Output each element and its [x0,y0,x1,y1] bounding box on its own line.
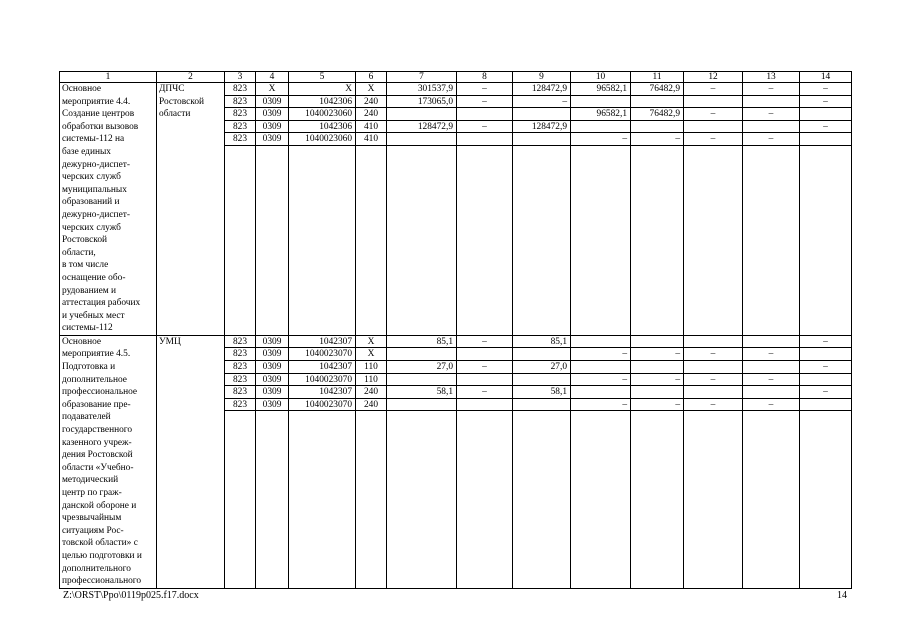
table-cell [743,336,799,349]
value-column [387,335,457,588]
description-line: и учебных мест [62,310,125,321]
table-cell [513,348,570,361]
table-cell: – [684,83,742,96]
table-cell: – [457,386,512,399]
executor [157,335,225,588]
description-line: товской области» с [62,538,138,549]
table-cell [800,108,851,121]
column-header: 11 [631,72,684,83]
table-cell: 1042307 [289,336,355,349]
table-cell [571,386,630,399]
table-cell [631,121,683,134]
table-cell: 85,1 [513,336,570,349]
value-column [571,335,631,588]
description-line: оснащение обо- [62,272,126,283]
description-line: Подготовка и [62,362,116,373]
table-cell [457,399,512,412]
description-line: данской обороне и [62,500,137,511]
table-cell: 0309 [256,361,288,374]
column-header: 8 [457,72,513,83]
value-column [356,83,387,336]
table-cell: 1042306 [289,96,355,109]
table-cell [743,121,799,134]
table-cell: 0309 [256,348,288,361]
table-cell: – [457,121,512,134]
table-cell: – [631,133,683,146]
table-cell [457,348,512,361]
description-line: дополнительное [62,374,127,385]
table-cell [684,336,742,349]
table-cell: – [631,348,683,361]
table-cell: 0309 [256,386,288,399]
table-cell: – [743,108,799,121]
description-line: ситуациям Рос- [62,525,124,536]
description-line: профессионального [62,576,142,587]
table-cell [743,361,799,374]
table-cell [387,108,456,121]
table-cell: 823 [225,83,255,96]
table-cell: 0309 [256,121,288,134]
table-cell: – [571,399,630,412]
table-cell: 0309 [256,399,288,412]
table-cell: – [800,361,851,374]
table-cell: 58,1 [387,386,456,399]
table-cell: 110 [356,361,386,374]
description-line: черских служб [62,222,121,233]
value-column [800,335,852,588]
table-cell: 128472,9 [513,121,570,134]
table-cell: 410 [356,121,386,134]
description-line: обработки вызовов [62,121,139,132]
table-cell [684,386,742,399]
table-cell: 301537,9 [387,83,456,96]
column-header: 9 [513,72,571,83]
table-cell: Х [356,83,386,96]
table-cell: – [743,133,799,146]
table-cell: – [457,83,512,96]
table-cell: 128472,9 [387,121,456,134]
description-line: муниципальных [62,184,127,195]
table-cell: Х [289,83,355,96]
description-line: мероприятие 4.5. [62,349,131,360]
description-line: Создание центров [62,109,135,120]
table-cell: 0309 [256,96,288,109]
table-cell: 823 [225,348,255,361]
table-cell: 823 [225,121,255,134]
table-cell [387,348,456,361]
table-cell: – [800,83,851,96]
description-line: подавателей [62,412,111,423]
column-header: 3 [225,72,256,83]
table-cell: – [631,399,683,412]
table-cell [571,96,630,109]
table-cell: Х [356,336,386,349]
description-line: аттестация рабочих [62,298,141,309]
table-cell [800,374,851,387]
description-line: системы-112 на [62,134,125,145]
page-number: 14 [837,590,847,601]
table-cell: 1040023070 [289,374,355,387]
value-column [513,335,571,588]
table-cell: – [684,399,742,412]
value-column [743,83,800,336]
activity-description [60,335,157,588]
table-cell: – [800,96,851,109]
column-header: 1 [60,72,157,83]
value-column [256,335,289,588]
value-column [387,83,457,336]
table-cell [743,96,799,109]
description-line: образований и [62,197,120,208]
table-cell: 0309 [256,133,288,146]
column-header: 2 [157,72,225,83]
description-line: Основное [62,84,102,94]
description-line: в том числе [62,260,109,271]
executor-line: ДПЧС [159,84,185,94]
description-line: методический [62,475,119,486]
table-cell: 823 [225,336,255,349]
table-cell [631,96,683,109]
table-cell: – [457,361,512,374]
description-line: системы-112 [62,323,113,334]
description-line: черских служб [62,172,121,183]
table-cell: – [800,336,851,349]
table-cell [387,374,456,387]
table-cell: – [743,399,799,412]
value-column [800,83,852,336]
table-cell: 96582,1 [571,83,630,96]
table-cell: 1040023060 [289,133,355,146]
table-cell: 823 [225,374,255,387]
table-cell [571,121,630,134]
activity-description [60,83,157,336]
executor [157,83,225,336]
table-cell: 96582,1 [571,108,630,121]
table-cell: – [457,336,512,349]
table-cell: 128472,9 [513,83,570,96]
description-line: рудованием и [62,285,117,296]
description-line: дежурно-диспет- [62,159,130,170]
table-cell: 823 [225,108,255,121]
table-cell [631,336,683,349]
value-column [289,83,356,336]
description-line: Ростовской [62,235,108,246]
value-column [743,335,800,588]
table-cell: 1042307 [289,361,355,374]
table-cell [457,374,512,387]
table-cell: 173065,0 [387,96,456,109]
table-cell: – [571,133,630,146]
table-cell: 85,1 [387,336,456,349]
value-column [513,83,571,336]
table-cell [457,133,512,146]
table-cell: 240 [356,96,386,109]
column-header: 14 [800,72,852,83]
table-cell: – [743,348,799,361]
table-cell [800,133,851,146]
table-cell [800,348,851,361]
table-cell: 27,0 [387,361,456,374]
table-cell [387,399,456,412]
table-cell: 1042307 [289,386,355,399]
value-column [356,335,387,588]
table-cell [800,399,851,412]
table-cell: 27,0 [513,361,570,374]
description-line: базе единых [62,146,111,157]
table-cell [684,121,742,134]
column-header: 4 [256,72,289,83]
program-block [60,83,852,336]
table-cell: 0309 [256,108,288,121]
value-column [684,335,743,588]
column-header: 12 [684,72,743,83]
executor-line: области [159,109,191,120]
value-column [684,83,743,336]
table-cell: 410 [356,133,386,146]
description-line: области, [62,247,96,258]
description-line: центр по граж- [62,488,122,498]
table-cell: 1040023070 [289,399,355,412]
table-cell: 0309 [256,336,288,349]
executor-line: УМЦ [159,336,181,347]
table-cell: 823 [225,133,255,146]
table-cell [571,336,630,349]
table-cell [631,361,683,374]
table-cell: – [800,121,851,134]
description-line: дежурно-диспет- [62,209,130,220]
value-column [457,335,513,588]
table-cell [513,108,570,121]
value-column [571,83,631,336]
value-column [289,335,356,588]
table-cell: 76482,9 [631,108,683,121]
table-cell [571,361,630,374]
table-cell: 1042306 [289,121,355,134]
table-cell: – [800,386,851,399]
table-cell: – [513,96,570,109]
description-line: государственного [62,425,133,436]
table-cell: 823 [225,96,255,109]
table-cell: – [684,133,742,146]
description-line: казенного учреж- [62,437,132,448]
table-cell: – [743,83,799,96]
table-cell [684,361,742,374]
table-cell: – [571,374,630,387]
description-line: целью подготовки и [62,550,142,561]
table-cell: Х [256,83,288,96]
table-cell: Х [356,348,386,361]
table-cell: 1040023060 [289,108,355,121]
table-cell: 76482,9 [631,83,683,96]
value-column [256,83,289,336]
table-cell: – [684,374,742,387]
column-header: 10 [571,72,631,83]
table-cell: 0309 [256,374,288,387]
column-header: 7 [387,72,457,83]
description-line: Основное [62,336,102,347]
table-cell [743,386,799,399]
value-column [225,83,256,336]
description-line: профессиональное [62,387,138,398]
table-cell: 823 [225,399,255,412]
description-line: дения Ростовской [62,450,133,461]
description-line: области «Учебно- [62,462,134,473]
table-cell [513,374,570,387]
table-cell [631,386,683,399]
table-cell [457,108,512,121]
column-header: 6 [356,72,387,83]
table-cell: – [631,374,683,387]
description-line: образование пре- [62,399,131,410]
table-cell: – [684,108,742,121]
executor-line: Ростовской [159,96,205,107]
file-path: Z:\ORST\Ppo\0119p025.f17.docx [63,590,199,601]
table-cell: 240 [356,399,386,412]
table-cell: 58,1 [513,386,570,399]
value-column [225,335,256,588]
table-cell: 823 [225,361,255,374]
table-cell: 240 [356,386,386,399]
table-cell: – [571,348,630,361]
column-header: 13 [743,72,800,83]
table-cell [684,96,742,109]
table-cell: 823 [225,386,255,399]
column-header: 5 [289,72,356,83]
value-column [457,83,513,336]
table-cell [513,399,570,412]
description-line: дополнительного [62,563,131,574]
table-cell: 1040023070 [289,348,355,361]
table-cell: 110 [356,374,386,387]
table-cell [513,133,570,146]
program-block [60,335,852,588]
table-cell: – [684,348,742,361]
table-cell [387,133,456,146]
budget-table [59,71,852,589]
value-column [631,335,684,588]
header-row [60,72,852,83]
description-line: мероприятие 4.4. [62,96,131,107]
table-cell: – [457,96,512,109]
value-column [631,83,684,336]
table-cell: – [743,374,799,387]
table-cell: 240 [356,108,386,121]
description-line: чрезвычайным [62,513,122,524]
